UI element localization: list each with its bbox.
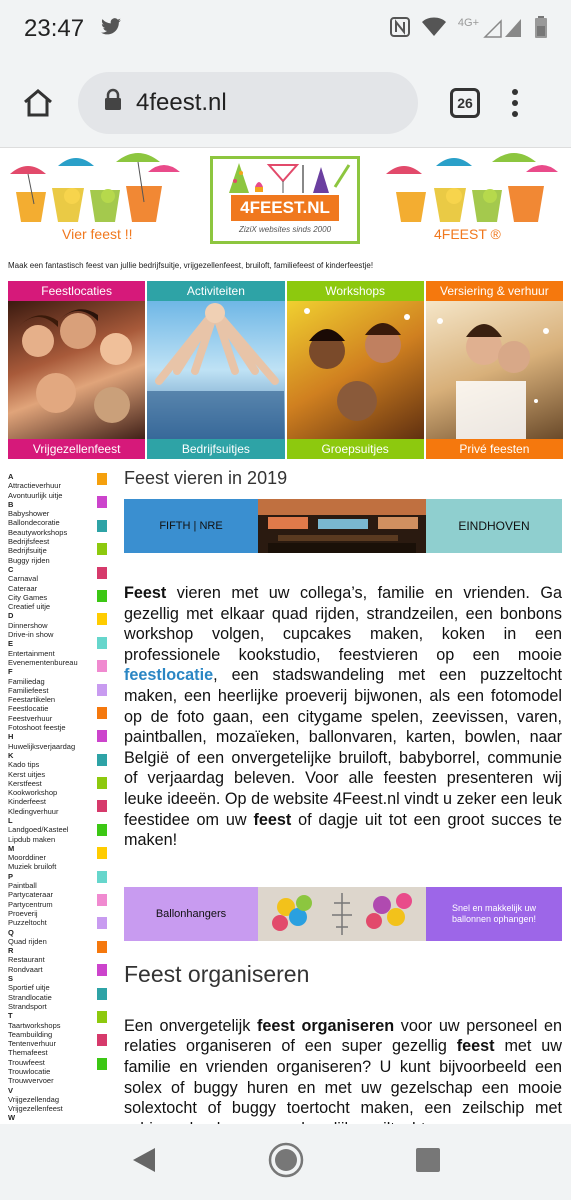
status-time: 23:47	[24, 15, 85, 42]
color-square	[97, 473, 107, 485]
color-square	[97, 684, 107, 696]
banner-caption-left: Vier feest !!	[62, 226, 133, 242]
index-link[interactable]: Beautyworkshops	[8, 527, 68, 537]
teamwork-photo[interactable]	[147, 301, 284, 439]
site-banner	[0, 148, 571, 258]
index-link[interactable]: Attractieverhuur	[8, 481, 61, 491]
bold-text: feest	[456, 1037, 495, 1056]
index-letter: P	[8, 871, 14, 881]
index-letter: T	[8, 1011, 13, 1021]
color-square	[97, 917, 107, 929]
index-link[interactable]: Kado tips	[8, 760, 40, 770]
index-link[interactable]: Feestverhuur	[8, 713, 53, 723]
index-link[interactable]: Puzzeltocht	[8, 918, 47, 928]
index-link[interactable]: Restaurant	[8, 955, 45, 965]
party-photo[interactable]	[287, 301, 424, 439]
browser-toolbar	[0, 58, 571, 148]
color-square	[97, 613, 107, 625]
address-bar[interactable]	[78, 72, 418, 134]
index-letter: V	[8, 1085, 14, 1095]
bold-text: feest	[253, 810, 292, 829]
color-squares	[97, 473, 107, 1081]
index-link[interactable]: Themafeest	[8, 1048, 48, 1058]
color-square	[97, 777, 107, 789]
index-link[interactable]: Kinderfeest	[8, 797, 46, 807]
color-square	[97, 730, 107, 742]
bold-text: feest organiseren	[257, 1016, 395, 1035]
index-link[interactable]: Kookworkshop	[8, 788, 58, 798]
wifi-icon	[422, 17, 446, 42]
signal-icon	[483, 16, 523, 43]
index-link[interactable]: Strandlocatie	[8, 992, 52, 1002]
balloons-photo[interactable]	[258, 887, 426, 941]
system-nav-bar	[0, 1124, 571, 1200]
category-top-label[interactable]: Activiteiten	[147, 281, 284, 301]
index-link[interactable]: Bedrijfsuitje	[8, 546, 47, 556]
index-letter: W	[8, 1113, 16, 1123]
paragraph-text: of dagje uit tot een groot succes te maken!	[124, 810, 563, 850]
main-content	[124, 468, 562, 1139]
color-square	[97, 871, 107, 883]
fifth-nre-banner[interactable]	[124, 499, 562, 553]
index-link[interactable]: Lipdub maken	[8, 834, 56, 844]
banner-caption-right: 4FEEST ®	[434, 226, 501, 242]
index-link[interactable]: Fotoshoot feestje	[8, 723, 66, 733]
index-link[interactable]: Proeverij	[8, 908, 38, 918]
index-link[interactable]: Kledingverhuur	[8, 806, 59, 816]
index-link[interactable]: Tentenverhuur	[8, 1039, 56, 1049]
category-tile-versiering[interactable]	[426, 281, 563, 459]
color-square	[97, 1058, 107, 1070]
index-letter: B	[8, 499, 14, 509]
category-grid	[8, 281, 563, 459]
category-bottom-label[interactable]: Bedrijfsuitjes	[147, 439, 284, 459]
category-tile-activiteiten[interactable]	[147, 281, 284, 459]
index-link[interactable]: Kerstfeest	[8, 778, 42, 788]
index-link[interactable]: Trouwvervoer	[8, 1076, 54, 1086]
index-letter: C	[8, 564, 14, 574]
home-circle-icon[interactable]	[267, 1141, 305, 1184]
index-letter: S	[8, 974, 14, 984]
banner-left-label[interactable]: FIFTH | NRE	[124, 499, 258, 553]
feestlocatie-link[interactable]: feestlocatie	[124, 666, 214, 685]
index-letter: K	[8, 750, 14, 760]
index-link[interactable]: Feestartikelen	[8, 695, 56, 705]
index-link[interactable]: Quad rijden	[8, 936, 47, 946]
intro-paragraph	[124, 583, 562, 851]
index-link[interactable]: Kerst uitjes	[8, 769, 46, 779]
color-square	[97, 707, 107, 719]
ballonhangers-banner[interactable]	[124, 887, 562, 941]
index-link[interactable]: Feestlocatie	[8, 704, 49, 714]
index-letter: D	[8, 611, 14, 621]
index-link[interactable]: Landgoed/Kasteel	[8, 825, 69, 835]
index-link[interactable]: Creatief uitje	[8, 602, 51, 612]
logo-text: 4FEEST.NL	[231, 195, 339, 221]
index-letter: M	[8, 843, 15, 853]
category-bottom-label[interactable]: Vrijgezellenfeest	[8, 439, 145, 459]
recents-icon[interactable]	[415, 1147, 441, 1178]
color-square	[97, 800, 107, 812]
index-link[interactable]: Familiedag	[8, 676, 45, 686]
status-bar	[0, 0, 571, 58]
banner-right-label[interactable]: Snel en makkelijk uw ballonnen ophangen!	[426, 887, 562, 941]
index-link[interactable]: Partycentrum	[8, 899, 53, 909]
web-page	[0, 148, 571, 1124]
index-letter: H	[8, 732, 14, 742]
color-square	[97, 590, 107, 602]
color-square	[97, 637, 107, 649]
paragraph-text: met uw familie en vrienden organiseren? U kunt bijvoorbeeld een solex of buggy huren en met uw gezelschap een mooie solextocht of buggy toertocht maken, een zeilschip met	[124, 1037, 562, 1118]
bold-text: Feest	[124, 584, 167, 602]
index-letter: L	[8, 815, 13, 825]
index-link[interactable]: Carnaval	[8, 574, 39, 584]
banner-left-label[interactable]: Ballonhangers	[124, 887, 258, 941]
twitter-icon	[100, 18, 122, 41]
color-square	[97, 520, 107, 532]
url-text: 4feest.nl	[136, 88, 227, 116]
index-link[interactable]: Sportief uitje	[8, 983, 50, 993]
letter-index	[8, 472, 90, 1123]
index-link[interactable]: Bedrijfsfeest	[8, 537, 50, 547]
back-icon[interactable]	[131, 1146, 157, 1179]
paragraph-text: vieren met uw collega’s, familie en vrienden. Ga gezellig met elkaar quad rijden, strandzeilen, een bonbons workshop volgen, cupcakes maken, koken in een professionele kookstudio, feestvieren op een mooie	[124, 584, 562, 664]
party-photo[interactable]	[8, 301, 145, 439]
index-link[interactable]: Evenementenbureau	[8, 657, 78, 667]
index-link[interactable]: Entertainment	[8, 648, 55, 658]
cocktail-glasses-image	[376, 152, 562, 224]
color-square	[97, 496, 107, 508]
category-tile-feestlocaties[interactable]	[8, 281, 145, 459]
index-letter: F	[8, 667, 13, 677]
category-top-label[interactable]: Versiering & verhuur	[426, 281, 563, 301]
category-bottom-label[interactable]: Privé feesten	[426, 439, 563, 459]
tabs-icon[interactable]: 26	[450, 88, 480, 118]
index-link[interactable]: Muziek bruiloft	[8, 862, 57, 872]
nfc-icon	[390, 17, 410, 42]
paragraph-text: voor uw personeel en relaties organiseren of een super gezellig	[124, 1016, 563, 1056]
party-decoration-image	[217, 157, 357, 195]
home-icon[interactable]	[18, 83, 58, 123]
index-link[interactable]: Drive-in show	[8, 630, 54, 640]
index-letter: Q	[8, 927, 14, 937]
category-bottom-label[interactable]: Groepsuitjes	[287, 439, 424, 459]
organise-paragraph	[124, 1016, 562, 1140]
index-link[interactable]: Taartworkshops	[8, 1020, 61, 1030]
color-square	[97, 941, 107, 953]
index-link[interactable]: Buggy rijden	[8, 555, 50, 565]
index-link[interactable]: Dinnershow	[8, 620, 48, 630]
color-square	[97, 988, 107, 1000]
cocktail-glasses-image	[8, 152, 194, 224]
index-link[interactable]: Ballondecoratie	[8, 518, 60, 528]
category-tile-workshops[interactable]	[287, 281, 424, 459]
menu-icon[interactable]	[510, 89, 520, 117]
color-square	[97, 1011, 107, 1023]
color-square	[97, 543, 107, 555]
color-square	[97, 824, 107, 836]
index-link[interactable]: City Games	[8, 592, 48, 602]
index-letter: E	[8, 639, 14, 649]
index-link[interactable]: Vrijgezellendag	[8, 1094, 60, 1104]
index-link[interactable]: Teambuilding	[8, 1029, 53, 1039]
color-square	[97, 964, 107, 976]
paragraph-text: Een onvergetelijk	[124, 1016, 257, 1035]
index-letter: R	[8, 946, 14, 956]
color-square	[97, 894, 107, 906]
index-link[interactable]: Strandsport	[8, 1001, 47, 1011]
section-heading: Feest vieren in 2019	[124, 468, 288, 488]
index-link[interactable]: Babyshower	[8, 509, 50, 519]
index-link[interactable]: Trouwfeest	[8, 1057, 45, 1067]
battery-icon	[535, 16, 547, 43]
index-link[interactable]: Avontuurlijk uitje	[8, 490, 63, 500]
category-top-label[interactable]: Feestlocaties	[8, 281, 145, 301]
index-link[interactable]: Huwelijksverjaardag	[8, 741, 76, 751]
site-logo[interactable]	[210, 156, 360, 244]
section-heading-2: Feest organiseren	[124, 960, 310, 987]
restaurant-photo[interactable]	[258, 499, 426, 553]
color-square	[97, 567, 107, 579]
color-square	[97, 754, 107, 766]
index-link[interactable]: Paintball	[8, 881, 37, 891]
index-link[interactable]: Vrijgezellenfeest	[8, 1104, 63, 1114]
index-letter: A	[8, 472, 14, 481]
status-icons	[390, 16, 547, 43]
index-link[interactable]: Rondvaart	[8, 964, 43, 974]
index-link[interactable]: Trouwlocatie	[8, 1067, 51, 1076]
intro-text: Maak een fantastisch feest van jullie bedrijfsuitje, vrijgezellenfeest, bruiloft, familiefeest of kinderfeestje!	[8, 261, 374, 270]
color-square	[97, 660, 107, 672]
color-square	[97, 847, 107, 859]
index-link[interactable]: Cateraar	[8, 583, 38, 593]
paragraph-text: , een stadswandeling met een puzzeltocht maken, een heerlijke proeverij bijwonen, als een fotomodel op de foto gaan, een citygame spelen, zeevissen, varen, paintballen, mozaïeken, ballonvaren, karten, bowlen, naar België of een onvergetelijke bruiloft, babyborrel, communie of verjaardag beleven. Voor alle feesten presenteren wij leuke ideeën. Op de website 4Feest.nl vindt u zeker een leuk feestidee om uw	[124, 666, 562, 829]
lock-icon	[104, 89, 122, 116]
logo-subtitle: ZiziX websites sinds 2000	[238, 225, 332, 234]
index-link[interactable]: Moorddiner	[8, 853, 46, 863]
index-link[interactable]: Partycateraar	[8, 890, 54, 900]
wedding-photo[interactable]	[426, 301, 563, 439]
category-top-label[interactable]: Workshops	[287, 281, 424, 301]
network-label: 4G+	[457, 17, 479, 29]
index-link[interactable]: Familiefeest	[8, 685, 49, 695]
banner-right-label[interactable]: EINDHOVEN	[426, 499, 562, 553]
color-square	[97, 1034, 107, 1046]
